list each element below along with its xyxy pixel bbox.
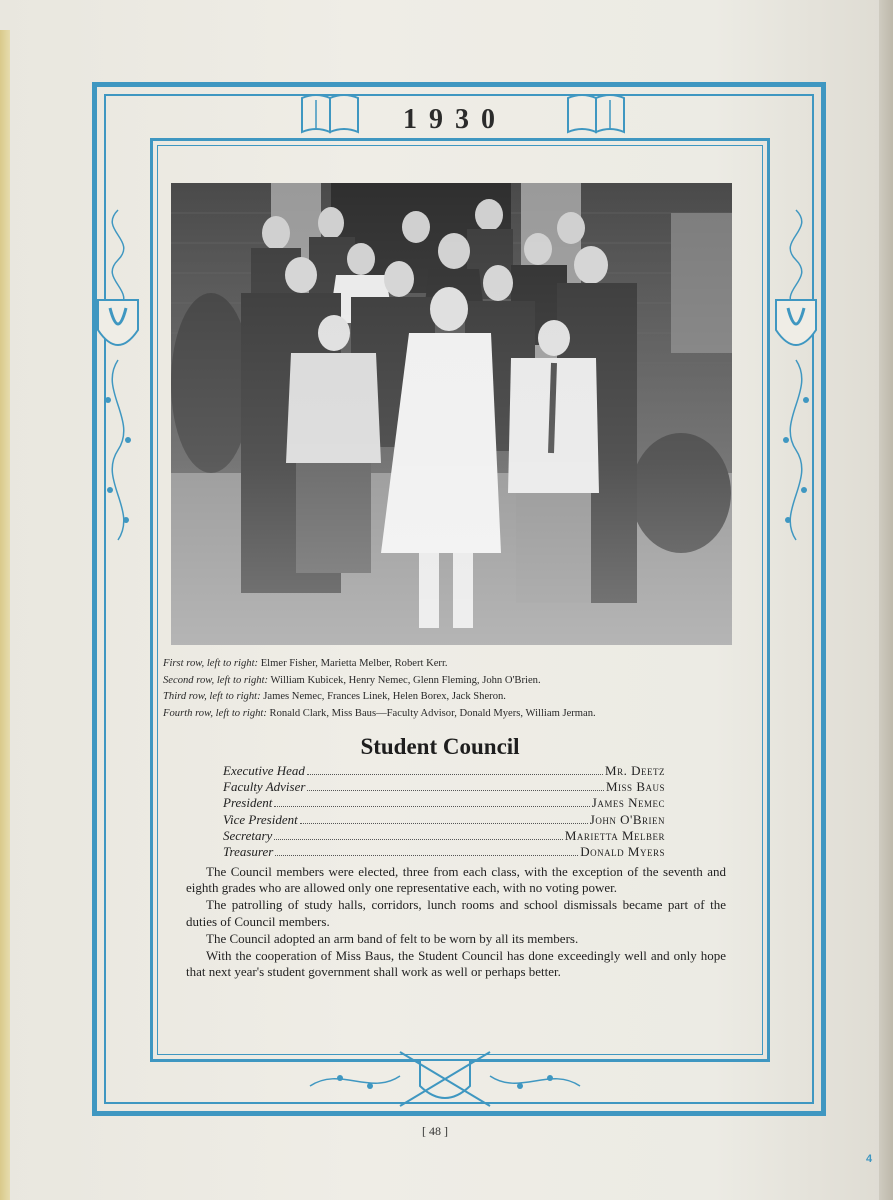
officer-role: President — [223, 795, 273, 811]
caption-row-1: First row, left to right: Elmer Fisher, Marietta Melber, Robert Kerr. — [163, 658, 448, 669]
paragraph: The Council adopted an arm band of felt to be worn by all its members. — [206, 930, 579, 946]
paragraph: The Council members were elected, three from each class, with the exception of the seventh and eighth grades who are allowed only one representative each, with no voting power. — [186, 864, 726, 896]
page-number: [ 48 ] — [422, 1124, 448, 1138]
section-title: Student Council — [360, 734, 520, 759]
officer-role: Treasurer — [223, 844, 274, 860]
paragraph: With the cooperation of Miss Baus, the Student Council has done exceedingly well and only hope that next year's student government shall work as well or perhaps better. — [186, 948, 726, 980]
leader-dots — [307, 774, 603, 775]
group-photo-icon — [171, 183, 732, 645]
officer-name: Mr. Deetz — [605, 763, 665, 778]
leader-dots — [274, 839, 563, 840]
page-right-edge — [879, 0, 893, 1200]
officer-role: Faculty Adviser — [223, 779, 306, 795]
officer-role: Executive Head — [223, 763, 305, 778]
floral-shield-ornament-right-icon — [766, 200, 826, 560]
officer-row — [223, 812, 665, 828]
paragraph: The patrolling of study halls, corridors, lunch rooms and school dismissals became part of the duties of Council members. — [186, 897, 726, 929]
council-description — [186, 864, 726, 981]
officer-name: Marietta Melber — [564, 827, 665, 843]
officers-list — [223, 763, 665, 860]
officer-name: John O'Brien — [589, 811, 665, 827]
officer-name: Donald Myers — [580, 844, 665, 860]
crest-ornament-bottom-icon — [300, 1046, 590, 1116]
caption-row-3: Third row, left to right: James Nemec, Frances Linek, Helen Borex, Jack Sheron. — [163, 691, 506, 702]
corner-mark: 4 — [866, 1153, 873, 1165]
year-heading: 1930 — [403, 104, 507, 135]
officer-row — [223, 828, 665, 844]
officer-row — [223, 795, 665, 811]
officer-name: Miss Baus — [606, 779, 665, 795]
officer-name: James Nemec — [591, 795, 665, 811]
leader-dots — [275, 855, 578, 856]
leader-dots — [307, 790, 604, 791]
officer-role: Secretary — [223, 827, 273, 843]
officer-row — [223, 763, 665, 779]
officer-row — [223, 844, 665, 860]
floral-shield-ornament-left-icon — [88, 200, 148, 560]
leader-dots — [274, 806, 589, 807]
student-council-group-photo — [171, 183, 732, 645]
officer-role: Vice President — [223, 811, 298, 827]
caption-row-4: Fourth row, left to right: Ronald Clark, Miss Baus—Faculty Advisor, Donald Myers, William Jerman. — [163, 707, 596, 719]
book-spine-edge — [0, 30, 10, 1200]
leader-dots — [300, 823, 588, 824]
photo-caption — [163, 656, 763, 722]
officer-row — [223, 779, 665, 795]
caption-row-2: Second row, left to right: William Kubicek, Henry Nemec, Glenn Fleming, John O'Brien. — [163, 674, 541, 686]
scroll-ornament-right-icon — [562, 90, 632, 140]
